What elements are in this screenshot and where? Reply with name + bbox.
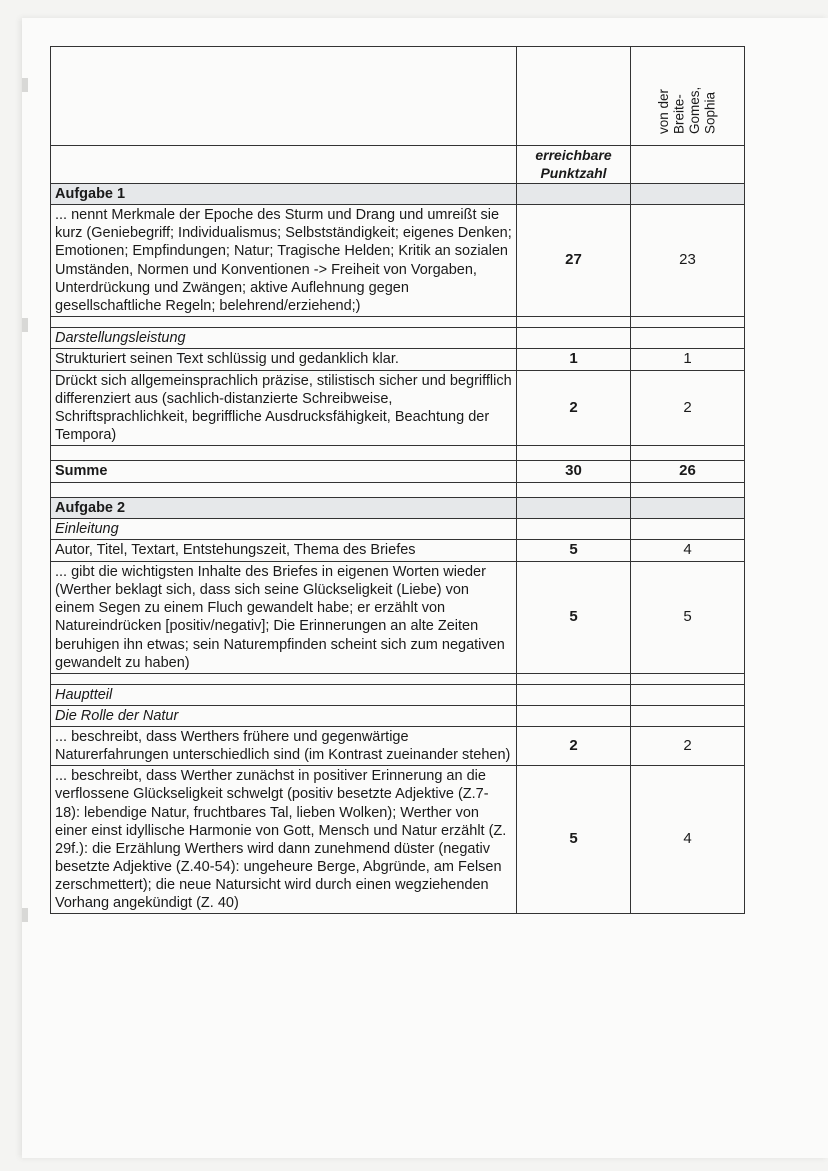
max-points: 5 <box>517 562 631 674</box>
header-empty-cell <box>517 47 631 146</box>
table-row <box>51 540 745 562</box>
main-part-title: Hauptteil <box>51 684 517 705</box>
criterion-text: ... beschreibt, dass Werthers frühere und gegenwärtige Naturerfahrungen unterschiedlich sind (im Kontrast zueinander stehen) <box>51 727 517 766</box>
achieved-points: 4 <box>631 540 745 562</box>
table-row <box>51 766 745 914</box>
achieved-points: 23 <box>631 205 745 317</box>
criterion-text: ... beschreibt, dass Werther zunächst in positiver Erinnerung an die verflossene Glückseligkeit schwelgt (positiv besetzte Adjektive (Z.7-18): lebendige Natur, fruchtbares Tal, lieben Wolken); Werther von einer einst idyllische Harmonie von Gott, Mensch und Natur erzählt (Z. 29f.): die Erzählung Werthers wird dann zunehmend düster (negativ besetzte Adjektive (Z.40-54): ungeheure Berge, Abgründe, am Felsen zerschmettert); die neue Natursicht wird durch einen wegziehenden Vorhang angekündigt (Z. 40) <box>51 766 517 914</box>
section-title-row <box>51 327 745 348</box>
document-sheet <box>22 18 828 1158</box>
table-row <box>51 727 745 766</box>
task2-title: Aufgabe 2 <box>51 498 517 519</box>
sum-max: 30 <box>517 461 631 483</box>
criterion-text: Autor, Titel, Textart, Entstehungszeit, Thema des Briefes <box>51 540 517 562</box>
max-points: 1 <box>517 349 631 371</box>
criterion-text: ... gibt die wichtigsten Inhalte des Briefes in eigenen Worten wieder (Werther beklagt sich, dass sich seine Glückseligkeit (Liebe) von einem Segen zu einem Fluch gewandelt habe; er erzählt von Natureindrücken [positiv/negativ]; Die Erinnerungen an alte Zeiten beruhigen ihn etwas; sein Naturempfinden scheint sich zum negativen gewandelt zu haben) <box>51 562 517 674</box>
section-title-row <box>51 519 745 540</box>
binder-hole <box>22 318 28 332</box>
task1-title-row <box>51 184 745 205</box>
table-row <box>51 370 745 446</box>
reachable-points-label: erreichbare Punktzahl <box>517 146 631 184</box>
table-row <box>51 205 745 317</box>
presentation-title: Darstellungsleistung <box>51 327 517 348</box>
table-row <box>51 349 745 371</box>
section-title-row <box>51 684 745 705</box>
binder-hole <box>22 908 28 922</box>
table-row <box>51 562 745 674</box>
sum-row <box>51 461 745 483</box>
header-row <box>51 47 745 146</box>
achieved-points: 2 <box>631 370 745 446</box>
binder-hole <box>22 78 28 92</box>
sum-label: Summe <box>51 461 517 483</box>
intro-title: Einleitung <box>51 519 517 540</box>
max-points: 2 <box>517 370 631 446</box>
achieved-points: 1 <box>631 349 745 371</box>
max-points: 27 <box>517 205 631 317</box>
criterion-text: ... nennt Merkmale der Epoche des Sturm und Drang und umreißt sie kurz (Geniebegriff; Individualismus; Selbstständigkeit; eigenes Denken; Emotionen; Empfindungen; Natur; Tragische Helden; Kritik an sozialen Umständen, Normen und Konventionen -> Freiheit von Vorgaben, Unterdrückung und Zwängen; aktive Auflehnung gegen gesellschaftliche Regeln; belehrend/erziehend;) <box>51 205 517 317</box>
task2-title-row <box>51 498 745 519</box>
criterion-text: Drückt sich allgemeinsprachlich präzise, stilistisch sicher und begrifflich differenziert aus (sachlich-distanzierte Schreibweise, Schriftsprachlichkeit, begriffliche Ausdrucksfähigkeit, Beachtung der Tempora) <box>51 370 517 446</box>
task1-title: Aufgabe 1 <box>51 184 517 205</box>
max-points: 2 <box>517 727 631 766</box>
nature-role-title: Die Rolle der Natur <box>51 705 517 726</box>
points-label-row <box>51 146 745 184</box>
sum-achieved: 26 <box>631 461 745 483</box>
criterion-text: Strukturiert seinen Text schlüssig und gedanklich klar. <box>51 349 517 371</box>
max-points: 5 <box>517 540 631 562</box>
achieved-points: 4 <box>631 766 745 914</box>
student-name-cell <box>631 47 745 146</box>
max-points: 5 <box>517 766 631 914</box>
grading-table <box>50 46 745 914</box>
achieved-points: 5 <box>631 562 745 674</box>
achieved-points: 2 <box>631 727 745 766</box>
section-title-row <box>51 705 745 726</box>
header-empty-cell <box>51 47 517 146</box>
student-name: von der Breite- Gomes, Sophia <box>656 86 719 134</box>
